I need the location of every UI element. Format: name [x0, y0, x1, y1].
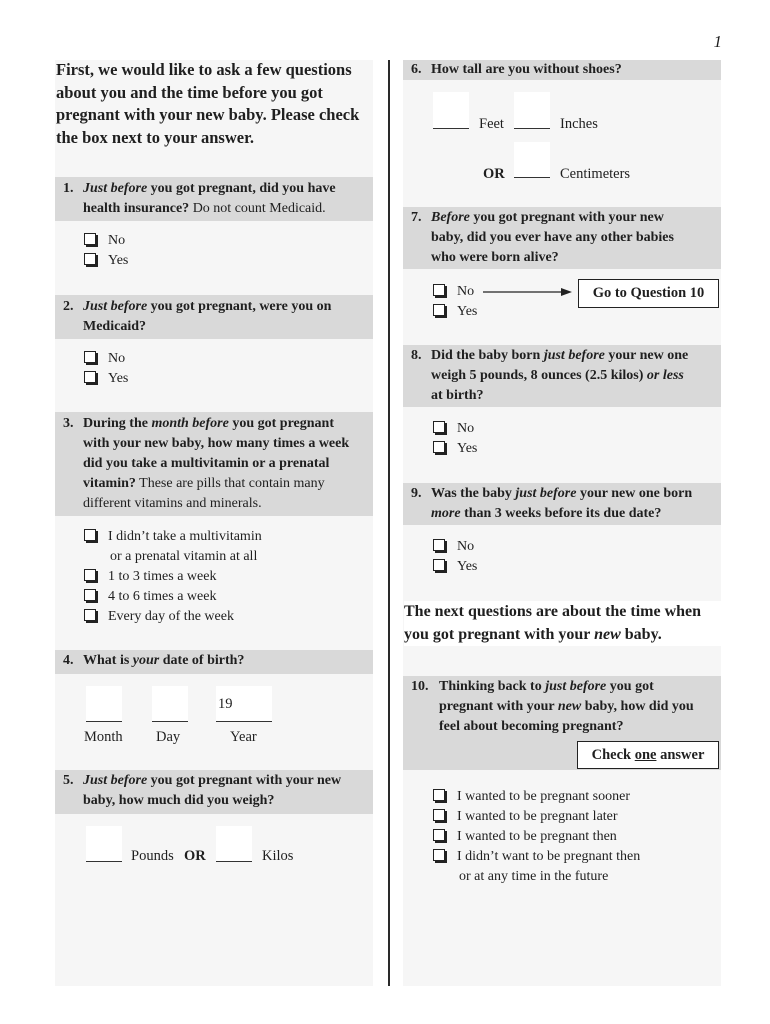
q7-no-checkbox[interactable]	[433, 284, 445, 296]
dob-year-label: Year	[230, 729, 257, 745]
section-heading: The next questions are about the time when you got pregnant with your new baby.	[404, 601, 734, 646]
weight-or-label: OR	[184, 848, 206, 864]
dob-day-input[interactable]	[152, 686, 188, 722]
q10-options: I wanted to be pregnant sooner I wanted to be pregnant later I wanted to be pregnant then I didn’t want to be pregnant then or at any time in the future	[433, 787, 640, 887]
q10-then-checkbox[interactable]	[433, 829, 445, 841]
q8-no-checkbox[interactable]	[433, 421, 445, 433]
q3-4to6-checkbox[interactable]	[84, 589, 96, 601]
question-6: 6. How tall are you without shoes?	[403, 60, 721, 80]
q10-not-checkbox[interactable]	[433, 849, 445, 861]
q1-options: No Yes	[84, 231, 128, 271]
q10-sooner-checkbox[interactable]	[433, 789, 445, 801]
goto-question-10-box: Go to Question 10	[578, 279, 719, 308]
weight-kilos-input[interactable]	[216, 826, 252, 862]
dob-year-line	[216, 721, 272, 722]
q9-options: No Yes	[433, 537, 477, 577]
height-feet-line	[433, 128, 469, 129]
height-inches-input[interactable]	[514, 92, 550, 128]
weight-pounds-line	[86, 861, 122, 862]
question-8: 8. Did the baby born just before your new one weigh 5 pounds, 8 ounces (2.5 kilos) or less at birth?	[403, 345, 721, 407]
q3-none-checkbox[interactable]	[84, 529, 96, 541]
height-or-label: OR	[483, 166, 505, 182]
question-1: 1. Just before you got pregnant, did you have health insurance? Do not count Medicaid.	[55, 177, 373, 221]
q3-1to3-checkbox[interactable]	[84, 569, 96, 581]
height-centimeters-input[interactable]	[514, 142, 550, 178]
question-3: 3. During the month before you got pregnant with your new baby, how many times a week did you take a multivitamin or a prenatal vitamin? These are pills that contain many different vitamins and minerals.	[55, 412, 373, 516]
weight-kilos-line	[216, 861, 252, 862]
q7-options: No Yes	[433, 282, 477, 322]
arrow-right-icon	[483, 286, 573, 298]
question-5: 5. Just before you got pregnant with your new baby, how much did you weigh?	[55, 770, 373, 814]
question-4: 4. What is your date of birth?	[55, 650, 373, 674]
question-2: 2. Just before you got pregnant, were you on Medicaid?	[55, 295, 373, 339]
check-one-answer-box: Check one answer	[577, 741, 719, 769]
q9-yes-checkbox[interactable]	[433, 559, 445, 571]
column-divider	[388, 60, 390, 986]
dob-year-prefix: 19	[218, 696, 233, 712]
height-feet-input[interactable]	[433, 92, 469, 128]
question-10: 10. Thinking back to just before you got pregnant with your new baby, how did you feel about becoming pregnant?	[403, 676, 721, 770]
pounds-label: Pounds	[131, 848, 174, 864]
q7-yes-checkbox[interactable]	[433, 304, 445, 316]
dob-month-label: Month	[84, 729, 123, 745]
intro-text: First, we would like to ask a few questions about you and the time before you got pregnant with your new baby. Please check the box next to your answer.	[56, 60, 360, 147]
q10-later-checkbox[interactable]	[433, 809, 445, 821]
height-inches-line	[514, 128, 550, 129]
feet-label: Feet	[479, 116, 504, 132]
dob-month-line	[86, 721, 122, 722]
question-7: 7. Before you got pregnant with your new baby, did you ever have any other babies who were born alive?	[403, 207, 721, 269]
q9-no-checkbox[interactable]	[433, 539, 445, 551]
q2-no-checkbox[interactable]	[84, 351, 96, 363]
page-number: 1	[713, 32, 722, 51]
q3-options: I didn’t take a multivitamin or a prenatal vitamin at all 1 to 3 times a week 4 to 6 times a week Every day of the week	[84, 527, 262, 627]
q8-options: No Yes	[433, 419, 477, 459]
weight-pounds-input[interactable]	[86, 826, 122, 862]
height-centimeters-line	[514, 177, 550, 178]
q1-no-checkbox[interactable]	[84, 233, 96, 245]
q8-yes-checkbox[interactable]	[433, 441, 445, 453]
inches-label: Inches	[560, 116, 598, 132]
question-9: 9. Was the baby just before your new one born more than 3 weeks before its due date?	[403, 483, 721, 525]
dob-day-line	[152, 721, 188, 722]
q2-options: No Yes	[84, 349, 128, 389]
kilos-label: Kilos	[262, 848, 294, 864]
q2-yes-checkbox[interactable]	[84, 371, 96, 383]
dob-day-label: Day	[156, 729, 181, 745]
dob-month-input[interactable]	[86, 686, 122, 722]
q3-everyday-checkbox[interactable]	[84, 609, 96, 621]
q1-yes-checkbox[interactable]	[84, 253, 96, 265]
centimeters-label: Centimeters	[560, 166, 631, 182]
